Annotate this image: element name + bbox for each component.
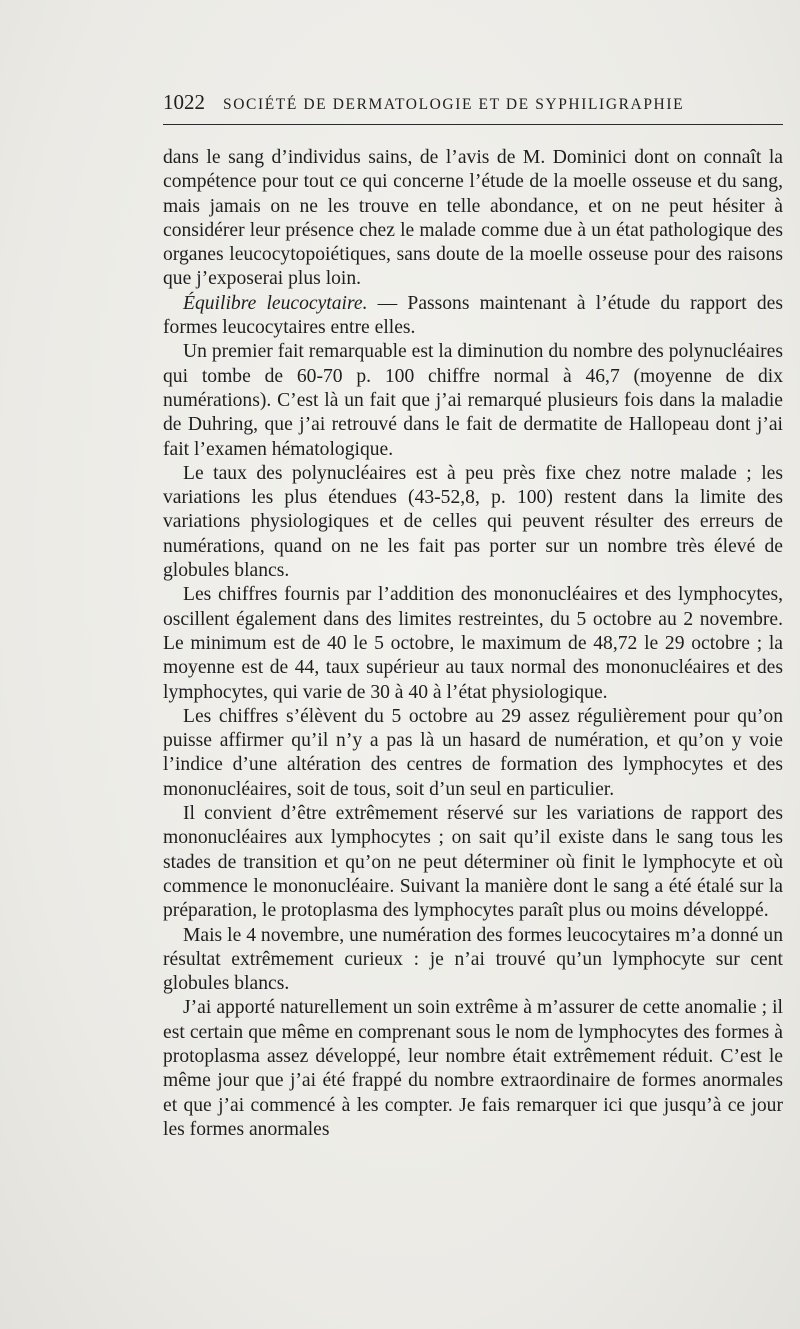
running-head: SOCIÉTÉ DE DERMATOLOGIE ET DE SYPHILIGRAPHIE (223, 96, 685, 113)
paragraph-text: Mais le 4 novembre, une numération des formes leucocytaires m’a donné un résultat extrêmement curieux : je n’ai trouvé qu’un lymphocyte sur cent globules blancs. (163, 924, 783, 995)
paragraph-text: dans le sang d’individus sains, de l’avis de M. Dominici dont on connaît la compétence pour tout ce qui concerne l’étude de la moelle osseuse et du sang, mais jamais on ne les trouve en telle abondance, et on ne peut hésiter à considérer leur présence chez le malade comme due à un état pathologique des organes leucocytopoiétiques, sans doute de la moelle osseuse pour des raisons que j’exposerai plus loin. (163, 147, 783, 290)
paragraph-text: Un premier fait remarquable est la diminution du nombre des polynucléaires qui tombe de 60-70 p. 100 chiffre normal à 46,7 (moyenne de dix numérations). C’est là un fait que j’ai remarqué plusieurs fois dans la maladie de Duhring, que j’ai retrouvé dans le fait de dermatite de Hallopeau dont j’ai fait l’examen hématologique. (163, 341, 783, 460)
paragraph-text: Les chiffres s’élèvent du 5 octobre au 29 assez régulièrement pour qu’on puisse affirmer qu’il n’y a pas là un hasard de numération, et qu’on y voie l’indice d’une altération des centres de formation des lymphocytes et des mononucléaires, soit de tous, soit d’un seul en particulier. (163, 705, 783, 800)
body-text (163, 146, 783, 1142)
paragraph-text: J’ai apporté naturellement un soin extrême à m’assurer de cette anomalie ; il est certain que même en comprenant sous le nom de lymphocytes des formes à protoplasma assez développé, leur nombre était extrêmement réduit. C’est le même jour que j’ai été frappé du nombre extraordinaire de formes anormales et que j’ai commencé à les compter. Je fais remarquer ici que jusqu’à ce jour les formes anormales (163, 997, 783, 1140)
paragraph-text: — Passons maintenant à l’étude du rapport des formes leucocytaires entre elles. (163, 292, 783, 339)
paragraph (163, 705, 783, 802)
header-rule (163, 124, 783, 125)
page-header (163, 90, 783, 115)
paragraph (163, 146, 783, 292)
paragraph-text: Le taux des polynucléaires est à peu près fixe chez notre malade ; les variations les plus étendues (43-52,8, p. 100) restent dans la limite des variations physiologiques et de celles qui peuvent résulter des erreurs de numérations, quand on ne les fait pas porter sur un nombre très élevé de globules blancs. (163, 462, 783, 582)
paragraph (163, 583, 783, 704)
paragraph (163, 802, 783, 923)
section-lead: Équilibre leucocytaire. (183, 292, 368, 314)
paragraph (163, 292, 783, 341)
page-number: 1022 (163, 90, 205, 114)
paragraph-text: Les chiffres fournis par l’addition des mononucléaires et des lymphocytes, oscillent également dans des limites restreintes, du 5 octobre au 2 novembre. Le minimum est de 40 le 5 octobre, le maximum de 48,72 le 29 octobre ; la moyenne est de 44, taux supérieur au taux normal des mononucléaires et des lymphocytes, qui varie de 30 à 40 à l’état physiologique. (163, 584, 783, 703)
paragraph (163, 340, 783, 461)
paragraph (163, 924, 783, 997)
paragraph (163, 462, 783, 583)
paragraph (163, 996, 783, 1142)
paragraph-text: Il convient d’être extrêmement réservé sur les variations de rapport des mononucléaires aux lymphocytes ; on sait qu’il existe dans le sang tous les stades de transition et qu’on ne peut déterminer où finit le lymphocyte et où commence le mononucléaire. Suivant la manière dont le sang a été étalé sur la préparation, le protoplasma des lymphocytes paraît plus ou moins développé. (163, 803, 783, 922)
